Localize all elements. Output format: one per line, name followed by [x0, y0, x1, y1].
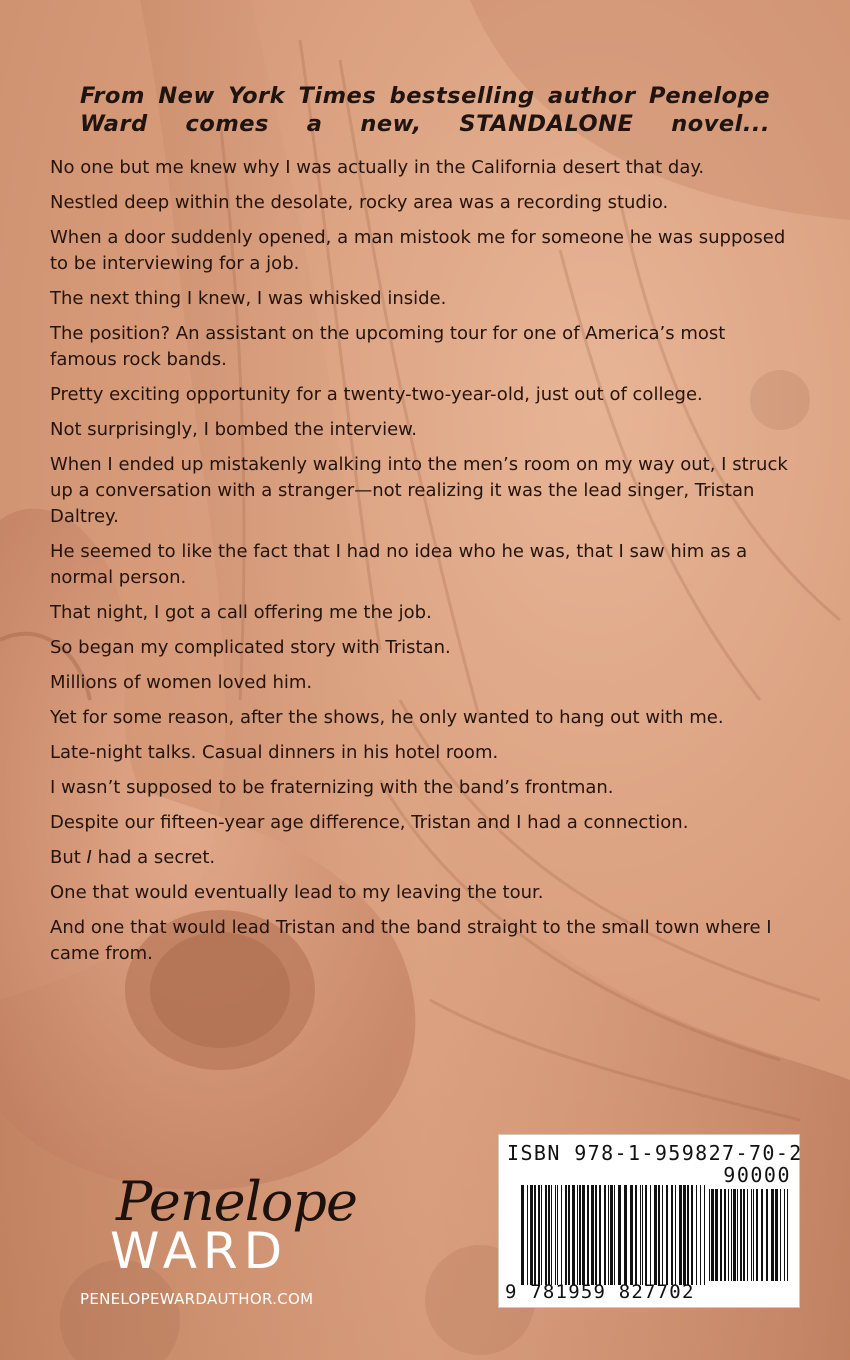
barcode-bar — [610, 1185, 613, 1285]
blurb-paragraph: One that would eventually lead to my leaving the tour. — [50, 882, 544, 903]
blurb-paragraph: And one that would lead Tristan and the band straight to the small town where I came from. — [50, 917, 772, 964]
barcode-bar — [577, 1185, 578, 1285]
barcode-bar — [635, 1185, 637, 1285]
barcode-bar — [642, 1185, 643, 1285]
barcode-bar — [604, 1185, 606, 1285]
barcode-bar — [645, 1185, 647, 1285]
barcode-bar — [747, 1189, 748, 1281]
barcode-bar — [565, 1185, 567, 1285]
barcode-bar — [551, 1185, 552, 1285]
barcode-bar — [662, 1185, 663, 1285]
barcode-bar — [595, 1185, 597, 1285]
barcode-bar — [666, 1185, 668, 1285]
barcode-bar — [709, 1189, 710, 1281]
barcode-bar — [675, 1185, 676, 1285]
barcode-bar — [541, 1185, 542, 1285]
barcode-bar — [724, 1189, 726, 1281]
barcode-bar — [787, 1189, 788, 1281]
blurb-paragraph: So began my complicated story with Tristan. — [50, 637, 451, 658]
blurb-paragraph: He seemed to like the fact that I had no idea who he was, that I saw him as a normal person. — [50, 541, 748, 588]
barcode-bar — [761, 1189, 763, 1281]
barcode-bar — [743, 1189, 745, 1281]
barcode-bar — [704, 1185, 705, 1285]
blurb-paragraph: Not surprisingly, I bombed the interview. — [50, 419, 417, 440]
author-logo — [108, 1170, 357, 1288]
barcode-bar — [640, 1185, 641, 1285]
barcode-bar — [753, 1189, 754, 1281]
blurb-paragraph: The position? An assistant on the upcoming tour for one of America’s most famous rock bands. — [50, 323, 726, 370]
barcode-bar — [780, 1189, 781, 1281]
barcode-bar — [548, 1185, 550, 1285]
barcode-bar — [687, 1185, 689, 1285]
blurb-paragraph: The next thing I knew, I was whisked inside. — [50, 288, 447, 309]
barcode-bar — [538, 1185, 540, 1285]
barcode-bar — [711, 1189, 714, 1281]
blurb-emphasis: I — [86, 847, 92, 868]
barcode-bar — [658, 1185, 660, 1285]
barcode-bars — [521, 1185, 709, 1285]
barcode-bar — [696, 1185, 697, 1285]
blurb-paragraph: When a door suddenly opened, a man mistook me for someone he was supposed to be interviewing for a job. — [50, 227, 786, 274]
barcode-bar — [650, 1185, 651, 1285]
barcode-bar — [579, 1185, 581, 1285]
barcode-addon-bars — [709, 1189, 791, 1281]
blurb-paragraph: Late-night talks. Casual dinners in his hotel room. — [50, 742, 499, 763]
logo-ward: WARD — [110, 1222, 289, 1280]
blurb-paragraph: Pretty exciting opportunity for a twenty-two-year-old, just out of college. — [50, 384, 703, 405]
blurb-paragraph: No one but me knew why I was actually in the California desert that day. — [50, 157, 705, 178]
blurb-paragraph: Millions of women loved him. — [50, 672, 313, 693]
barcode-bar — [591, 1185, 594, 1285]
barcode-bar — [530, 1185, 533, 1285]
barcode-bar — [766, 1189, 768, 1281]
barcode-bar — [679, 1185, 682, 1285]
barcode-bar — [572, 1185, 575, 1285]
barcode-bar — [728, 1189, 729, 1281]
barcode-bar — [618, 1185, 621, 1285]
blurb-paragraph: Nestled deep within the desolate, rocky area was a recording studio. — [50, 192, 669, 213]
barcode-bar — [654, 1185, 657, 1285]
barcode-bar — [527, 1185, 528, 1285]
logo-script: Penelope — [116, 1170, 357, 1233]
isbn-barcode — [498, 1134, 803, 1308]
barcode-bar — [534, 1185, 536, 1285]
blurb-text-suffix: had a secret. — [91, 847, 216, 868]
tagline: From New York Times bestselling author Penelope Ward comes a new, STANDALONE novel... — [80, 83, 770, 137]
barcode-bar — [771, 1189, 774, 1281]
barcode-bar — [555, 1185, 556, 1285]
barcode-bar — [521, 1185, 524, 1285]
blurb-paragraph: Yet for some reason, after the shows, he only wanted to hang out with me. — [50, 707, 724, 728]
barcode-digits: 9 781959 827702 — [505, 1281, 695, 1303]
isbn-label: ISBN 978-1-959827-70-2 — [507, 1141, 803, 1165]
blurb-paragraph: That night, I got a call offering me the job. — [50, 602, 432, 623]
barcode-bar — [775, 1189, 778, 1281]
barcode-bar — [587, 1185, 589, 1285]
barcode-bar — [630, 1185, 633, 1285]
barcode-bar — [700, 1185, 701, 1285]
barcode-bar — [784, 1189, 785, 1281]
blurb-text-prefix: But — [50, 847, 87, 868]
blurb-text — [50, 155, 795, 976]
barcode-bar — [614, 1185, 615, 1285]
barcode-bar — [599, 1185, 601, 1285]
barcode-bar — [733, 1189, 736, 1281]
barcode-bar — [691, 1185, 693, 1285]
barcode-bar — [557, 1185, 558, 1285]
barcode-bar — [671, 1185, 673, 1285]
blurb-paragraph: When I ended up mistakenly walking into the men’s room on my way out, I struck up a conversation with a stranger—not realizing it was the lead singer, Tristan Daltrey. — [50, 454, 788, 527]
barcode-bar — [715, 1189, 718, 1281]
blurb-paragraph — [50, 845, 795, 871]
barcode-bar — [608, 1185, 609, 1285]
barcode-bar — [740, 1189, 742, 1281]
barcode-bar — [756, 1189, 758, 1281]
price-code: 90000 — [723, 1163, 791, 1187]
blurb-paragraph: I wasn’t supposed to be fraternizing with the band’s frontman. — [50, 777, 614, 798]
barcode-bar — [751, 1189, 752, 1281]
barcode-bar — [624, 1185, 627, 1285]
barcode-bar — [731, 1189, 732, 1281]
barcode-bar — [582, 1185, 585, 1285]
blurb-paragraph: Despite our fifteen-year age difference, Tristan and I had a connection. — [50, 812, 689, 833]
barcode-bar — [737, 1189, 738, 1281]
barcode-bar — [720, 1189, 722, 1281]
author-website: PENELOPEWARDAUTHOR.COM — [80, 1290, 314, 1308]
barcode-bar — [568, 1185, 570, 1285]
barcode-bar — [561, 1185, 562, 1285]
barcode-bar — [545, 1185, 547, 1285]
barcode-bar — [683, 1185, 686, 1285]
